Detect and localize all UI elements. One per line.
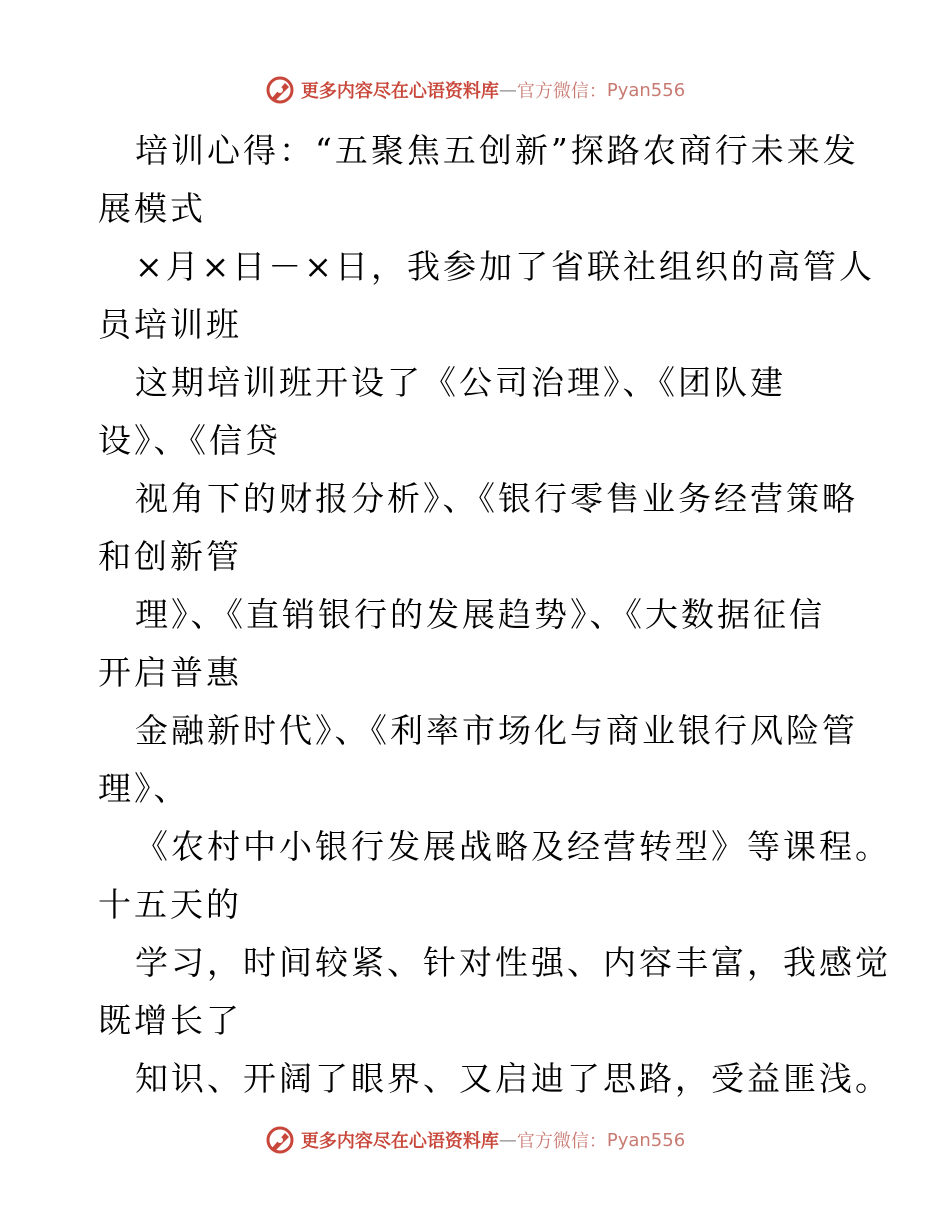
watermark-handle: Pyan556 [606, 1129, 686, 1151]
watermark-prefix: 更多内容尽在心语资料库 [300, 1131, 499, 1152]
text-line: 理》、 [98, 769, 190, 808]
text-line: 既增长了 [98, 1001, 242, 1040]
footer-watermark [0, 1122, 950, 1158]
text-line: 视角下的财报分析》、《银行零售业务经营策略 [135, 479, 858, 518]
watermark-middle: 官方微信： [516, 1131, 607, 1152]
pen-logo-icon [265, 1125, 295, 1155]
watermark-separator: — [498, 1129, 517, 1151]
text-line: 开启普惠 [98, 653, 242, 692]
text-line: 展模式 [98, 189, 206, 228]
watermark-middle: 官方微信： [516, 81, 607, 102]
text-line: 理》、《直销银行的发展趋势》、《大数据征信 [135, 595, 825, 634]
text-line: 十五天的 [98, 885, 242, 924]
text-line: 和创新管 [98, 537, 242, 576]
document-body [98, 122, 891, 1108]
watermark-prefix: 更多内容尽在心语资料库 [300, 81, 499, 102]
text-line: 知识、开阔了眼界、又启迪了思路，受益匪浅。 [135, 1059, 891, 1098]
text-line: 《农村中小银行发展战略及经营转型》等课程。 [135, 827, 891, 866]
text-line: 这期培训班开设了《公司治理》、《团队建 [135, 363, 786, 402]
watermark-separator: — [498, 79, 517, 101]
text-line: 员培训班 [98, 305, 242, 344]
watermark-handle: Pyan556 [606, 79, 686, 101]
text-line: 设》、《信贷 [98, 421, 281, 460]
text-line: 学习，时间较紧、针对性强、内容丰富，我感觉 [135, 943, 891, 982]
text-line: 金融新时代》、《利率市场化与商业银行风险管 [135, 711, 858, 750]
pen-logo-icon [265, 75, 295, 105]
text-line: 培训心得：“五聚焦五创新”探路农商行未来发 [135, 131, 859, 170]
text-line: ×月×日－×日，我参加了省联社组织的高管人 [135, 247, 875, 286]
header-watermark [0, 72, 950, 108]
